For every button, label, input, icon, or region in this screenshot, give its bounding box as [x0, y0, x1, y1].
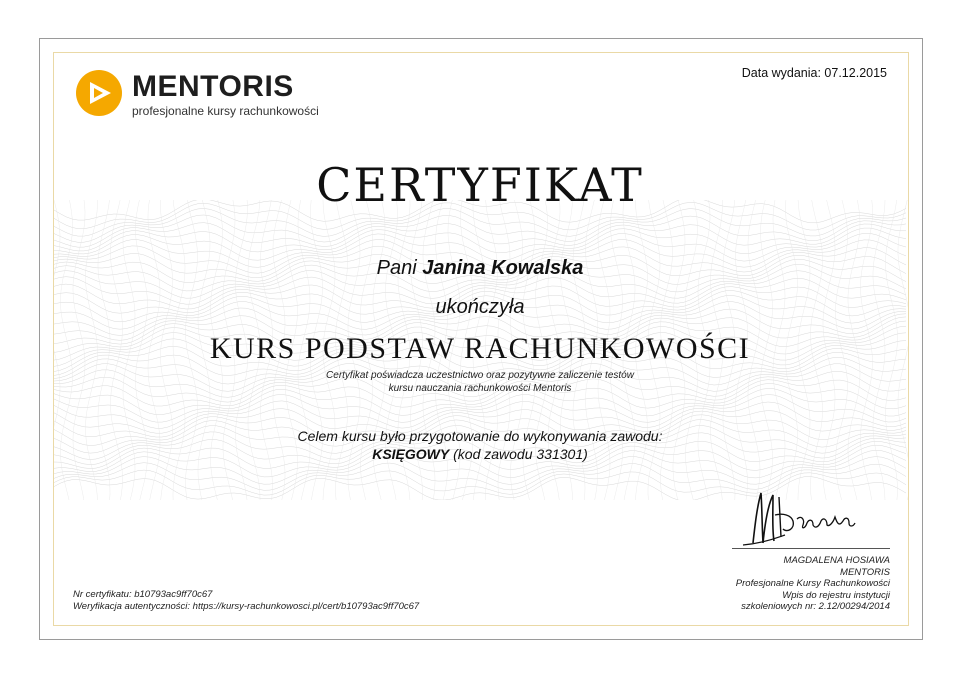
recipient-prefix: Pani [376, 257, 417, 279]
certificate-title: CERTYFIKAT [316, 158, 644, 212]
confirmation-text [0, 369, 960, 395]
confirmation-line-2: kursu nauczania rachunkowości Mentoris [388, 383, 572, 394]
signer-org-full: Profesjonalne Kursy Rachunkowości [735, 578, 890, 589]
signer-name: MAGDALENA HOSIAWA [783, 555, 890, 566]
course-goal [0, 427, 960, 463]
guilloche-line [54, 215, 906, 242]
profession: KSIĘGOWY [372, 446, 450, 462]
certificate-meta [73, 589, 419, 612]
verification-link: Weryfikacja autentyczności: https://kursy-rachunkowosci.pl/cert/b10793ac9ff70c67 [73, 600, 420, 612]
guilloche-line [54, 223, 906, 248]
signer-block [736, 555, 890, 613]
goal-line-1: Celem kursu było przygotowanie do wykonywania zawodu: [297, 428, 663, 444]
handwritten-signature [735, 485, 865, 555]
play-icon [76, 70, 122, 116]
completed-text: ukończyła [435, 296, 525, 318]
course-name: KURS PODSTAW RACHUNKOWOŚCI [209, 332, 751, 365]
signature-line [732, 548, 890, 549]
certificate-number: Nr certyfikatu: b10793ac9ff70c67 [73, 589, 213, 600]
registry-line-2: szkoleniowych nr: 2.12/00294/2014 [741, 601, 890, 612]
profession-code: (kod zawodu 331301) [453, 446, 588, 462]
confirmation-line-1: Certyfikat poświadcza uczestnictwo oraz pozytywne zaliczenie testów [326, 370, 634, 381]
mentoris-logo [76, 70, 336, 122]
brand-tagline: profesjonalne kursy rachunkowości [132, 104, 319, 118]
brand-name: MENTORIS [132, 70, 294, 103]
goal-line-2 [0, 445, 960, 463]
registry-line-1: Wpis do rejestru instytucji [782, 589, 890, 601]
issue-date: Data wydania: 07.12.2015 [741, 66, 887, 80]
recipient-line [0, 257, 960, 280]
recipient-name: Janina Kowalska [422, 257, 584, 279]
signer-org: MENTORIS [840, 566, 890, 578]
guilloche-line [54, 228, 906, 254]
